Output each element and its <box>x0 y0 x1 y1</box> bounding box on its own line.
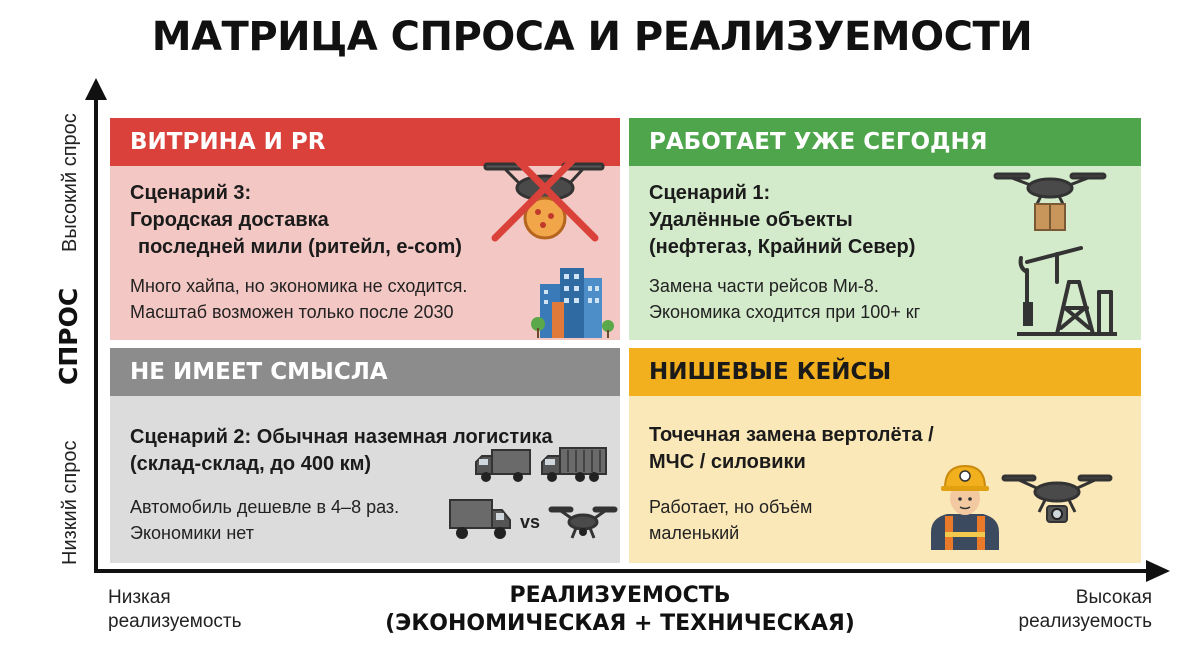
quadrant-no-sense <box>110 348 620 563</box>
truck-icon <box>474 448 532 484</box>
y-axis-low-label: Низкий спрос <box>59 440 81 565</box>
scenario-title: Сценарий 2: <box>130 426 252 448</box>
quadrant-niche-cases <box>629 348 1141 563</box>
quadrant-header: ВИТРИНА И PR <box>110 118 620 166</box>
quadrant-note: Много хайпа, но экономика не сходится. <box>130 276 468 296</box>
scenario-line: последней мили (ритейл, e-com) <box>138 236 462 258</box>
camera-drone-icon <box>1001 468 1113 532</box>
quadrant-note: маленький <box>649 523 740 543</box>
drone-icon <box>548 502 618 544</box>
x-high-line: Высокая <box>1075 587 1152 608</box>
x-axis-line <box>94 569 1150 573</box>
quadrant-header: РАБОТАЕТ УЖЕ СЕГОДНЯ <box>629 118 1141 166</box>
quadrant-note: Масштаб возможен только после 2030 <box>130 302 454 322</box>
oil-pump-icon <box>1017 242 1117 338</box>
x-axis-title: РЕАЛИЗУЕМОСТЬ <box>509 583 731 608</box>
quadrant-note: Замена части рейсов Ми-8. <box>649 276 879 296</box>
container-truck-icon <box>540 446 608 484</box>
quadrant-header: НИШЕВЫЕ КЕЙСЫ <box>629 348 1141 396</box>
y-axis-high-label: Высокий спрос <box>59 113 81 252</box>
quadrant-works-today <box>629 118 1141 340</box>
scenario-line: Обычная наземная логистика <box>251 426 553 448</box>
quadrant-showcase-pr <box>110 118 620 340</box>
scenario-line: Городская доставка <box>130 209 329 231</box>
scenario-line: МЧС / силовики <box>649 451 806 473</box>
scenario-line: (склад-склад, до 400 км) <box>130 453 372 475</box>
x-axis-high-label <box>992 586 1152 634</box>
x-axis-subtitle: (ЭКОНОМИЧЕСКАЯ + ТЕХНИЧЕСКАЯ) <box>385 611 855 636</box>
page-title: МАТРИЦА СПРОСА И РЕАЛИЗУЕМОСТИ <box>151 14 1033 60</box>
y-axis-line <box>94 96 98 572</box>
x-high-line: реализуемость <box>1018 611 1152 632</box>
scenario-title: Сценарий 1: <box>649 182 771 204</box>
cargo-drone-icon <box>991 168 1109 232</box>
x-low-line: Низкая <box>108 587 171 608</box>
rescuer-helmet-icon <box>927 458 1003 550</box>
scenario-title: Сценарий 3: <box>130 182 252 204</box>
scenario-line: Удалённые объекты <box>649 209 853 231</box>
truck-icon <box>448 498 514 542</box>
y-axis-label: СПРОС <box>54 287 83 385</box>
y-axis-arrow-icon <box>85 78 107 100</box>
x-axis-low-label <box>108 586 241 634</box>
city-buildings-icon <box>530 262 616 338</box>
x-axis-arrow-icon <box>1146 560 1170 582</box>
versus-label: vs <box>520 512 541 532</box>
quadrant-header: НЕ ИМЕЕТ СМЫСЛА <box>110 348 620 396</box>
quadrant-note: Экономики нет <box>130 523 254 543</box>
scenario-line: (нефтегаз, Крайний Север) <box>649 236 916 258</box>
x-low-line: реализуемость <box>108 611 242 632</box>
quadrant-note: Автомобиль дешевле в 4–8 раз. <box>130 497 400 517</box>
scenario-line: Точечная замена вертолёта / <box>649 424 934 446</box>
quadrant-note: Работает, но объём <box>649 497 813 517</box>
crossed-drone-pizza-icon <box>475 126 615 246</box>
quadrant-note: Экономика сходится при 100+ кг <box>649 302 921 322</box>
x-axis-label <box>380 582 860 638</box>
